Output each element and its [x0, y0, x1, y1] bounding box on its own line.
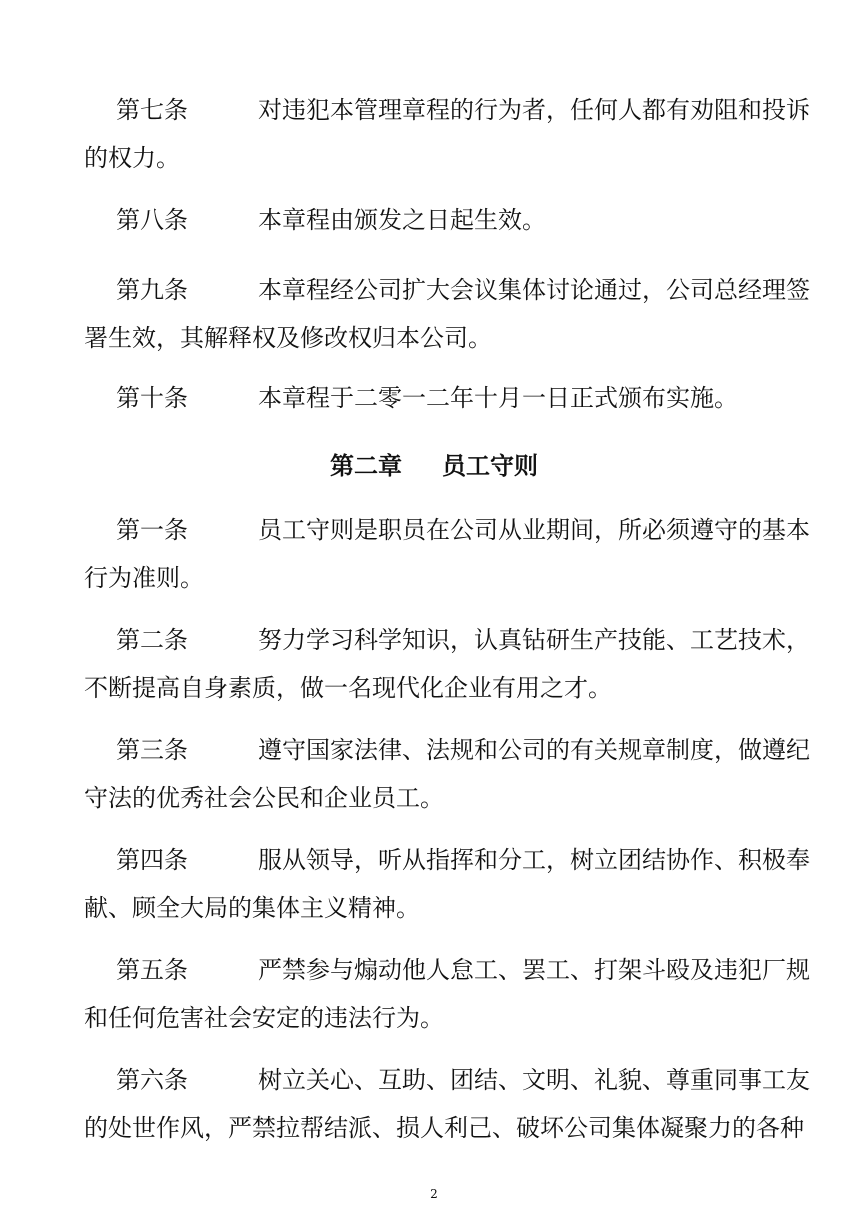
article-line	[84, 374, 792, 422]
article-line	[84, 506, 810, 554]
article-line: 献、顾全大局的集体主义精神。	[84, 894, 420, 922]
article-text: 对违犯本管理章程的行为者，任何人都有劝阻和投诉	[258, 96, 810, 124]
article-8	[84, 196, 792, 244]
article-line: 不断提高自身素质，做一名现代化企业有用之才。	[84, 674, 612, 702]
article-line	[84, 946, 810, 994]
article-number: 第二条	[116, 626, 188, 654]
article-number: 第五条	[116, 956, 188, 984]
article-text: 遵守国家法律、法规和公司的有关规章制度，做遵纪	[258, 736, 810, 764]
article-4	[84, 836, 810, 932]
article-line: 行为准则。	[84, 564, 204, 592]
article-1	[84, 506, 810, 602]
article-text: 努力学习科学知识，认真钻研生产技能、工艺技术，	[258, 626, 810, 654]
article-line: 的处世作风，严禁拉帮结派、损人利己、破坏公司集体凝聚力的各种	[84, 1114, 804, 1142]
article-line	[84, 616, 810, 664]
article-number: 第八条	[116, 206, 188, 234]
article-line: 的权力。	[84, 144, 180, 172]
chapter-number: 第二章	[330, 451, 402, 480]
article-5	[84, 946, 810, 1042]
article-number: 第七条	[116, 96, 188, 124]
article-text: 员工守则是职员在公司从业期间，所必须遵守的基本	[258, 516, 810, 544]
article-line	[84, 836, 810, 884]
article-line	[84, 1056, 810, 1104]
article-number: 第六条	[116, 1066, 188, 1094]
article-number: 第十条	[116, 384, 188, 412]
article-6	[84, 1056, 810, 1152]
article-number: 第三条	[116, 736, 188, 764]
article-text: 严禁参与煽动他人怠工、罢工、打架斗殴及违犯厂规	[258, 956, 810, 984]
article-line	[84, 726, 810, 774]
article-line	[84, 266, 810, 314]
article-text: 服从领导，听从指挥和分工，树立团结协作、积极奉	[258, 846, 810, 874]
article-7	[84, 86, 810, 182]
article-text: 本章程于二零一二年十月一日正式颁布实施。	[258, 384, 738, 412]
article-text: 本章程由颁发之日起生效。	[258, 206, 546, 234]
article-line: 守法的优秀社会公民和企业员工。	[84, 784, 444, 812]
article-line	[84, 196, 792, 244]
article-line: 署生效，其解释权及修改权归本公司。	[84, 324, 492, 352]
article-3	[84, 726, 810, 822]
article-line	[84, 86, 810, 134]
article-number: 第四条	[116, 846, 188, 874]
article-text: 本章程经公司扩大会议集体讨论通过，公司总经理签	[258, 276, 810, 304]
article-number: 第九条	[116, 276, 188, 304]
chapter-heading	[0, 442, 868, 490]
page-number: 2	[430, 1187, 438, 1201]
article-2	[84, 616, 810, 712]
chapter-title: 员工守则	[442, 451, 538, 480]
article-9	[84, 266, 810, 362]
article-10	[84, 374, 792, 422]
article-line: 和任何危害社会安定的违法行为。	[84, 1004, 444, 1032]
article-number: 第一条	[116, 516, 188, 544]
article-text: 树立关心、互助、团结、文明、礼貌、尊重同事工友	[258, 1066, 810, 1094]
